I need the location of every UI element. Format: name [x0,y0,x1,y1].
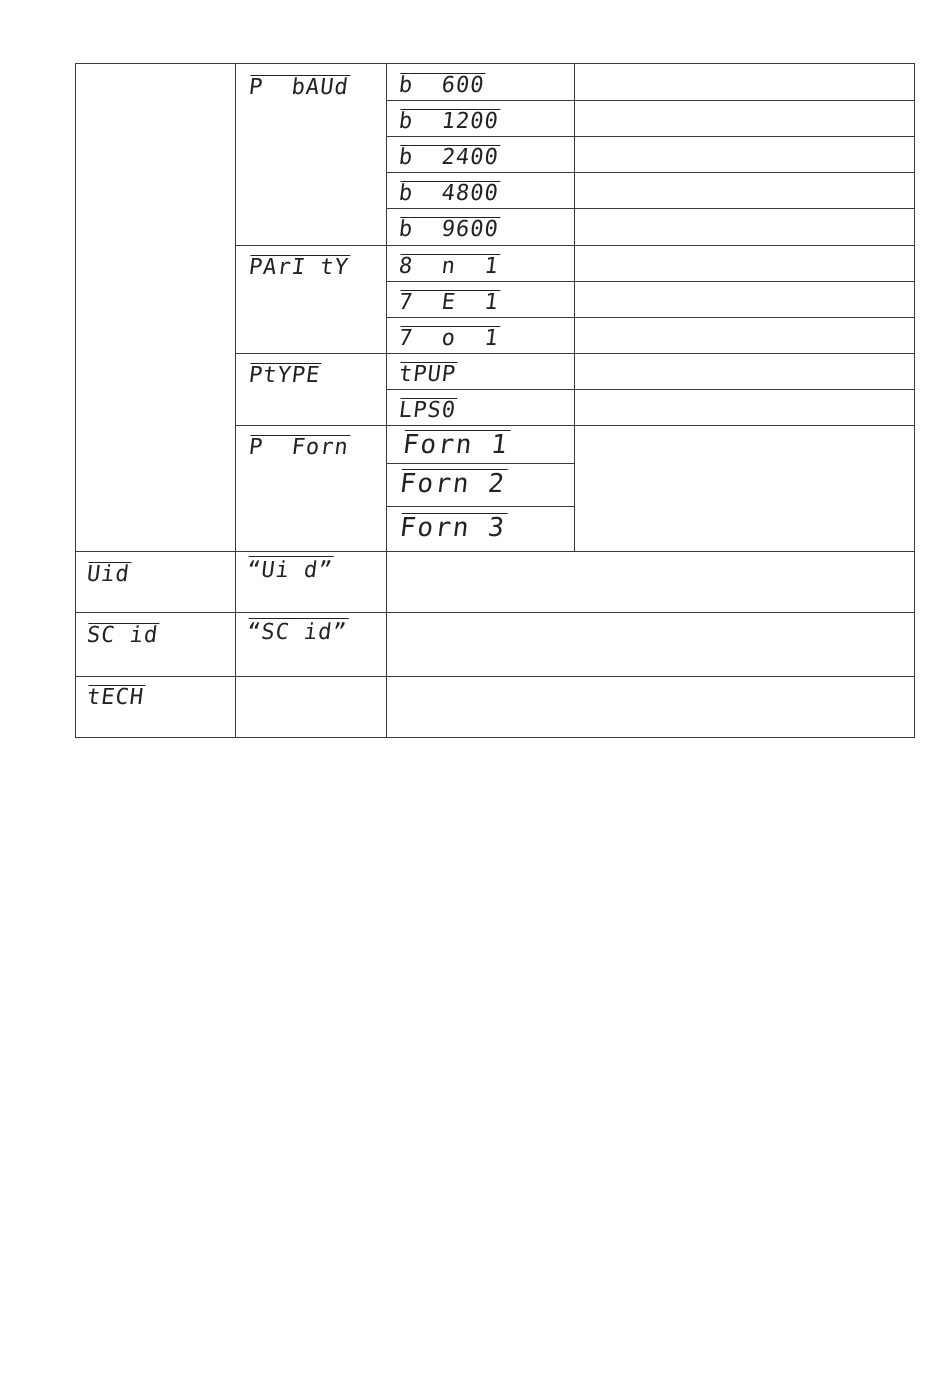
tech-menu-label: tECH [85,685,146,710]
row-line [386,208,915,209]
ptype-label: PtYPE [247,363,322,388]
parity-label: PArI tY [247,255,351,280]
uid-value-text: “Ui d” [245,558,335,583]
p-form-label: P Forn [247,435,351,460]
p-baud-label: P bAUd [247,75,351,100]
form-option: Forn 1 [401,430,511,460]
row-line [386,317,915,318]
settings-table [75,63,915,738]
group-line [235,353,915,354]
ptype-option: LPS0 [397,398,458,423]
uid-value [246,559,334,582]
uid-menu-label: Uid [85,562,132,587]
row-line [386,100,915,101]
col-divider-2 [386,63,387,738]
ptype-option: tPUP [397,362,458,387]
scid-value [246,621,349,644]
table-border-right [914,63,915,738]
baud-option: b 4800 [397,181,501,206]
baud-option: b 1200 [397,109,501,134]
parity-option: 8 n 1 [397,254,501,279]
baud-option: b 600 [397,73,486,98]
row-line [386,389,915,390]
row-line [386,281,915,282]
parity-option: 7 o 1 [397,326,501,351]
group-line [235,425,915,426]
row-line [386,463,575,464]
baud-option: b 2400 [397,145,501,170]
form-option: Forn 2 [398,469,508,499]
col-divider-1 [235,63,236,738]
scid-menu-label: SC id [85,623,160,648]
table-border-bottom [75,737,915,738]
parity-option: 7 E 1 [397,290,501,315]
table-border-top [75,63,915,64]
form-option: Forn 3 [398,513,508,543]
baud-option: b 9600 [397,217,501,242]
scid-value-text: “SC id” [245,620,349,645]
section-line [75,676,915,677]
row-line [386,136,915,137]
table-border-left [75,63,76,738]
row-line [386,506,575,507]
row-line [386,172,915,173]
group-line [235,245,915,246]
section-line [75,612,915,613]
section-line [75,551,915,552]
